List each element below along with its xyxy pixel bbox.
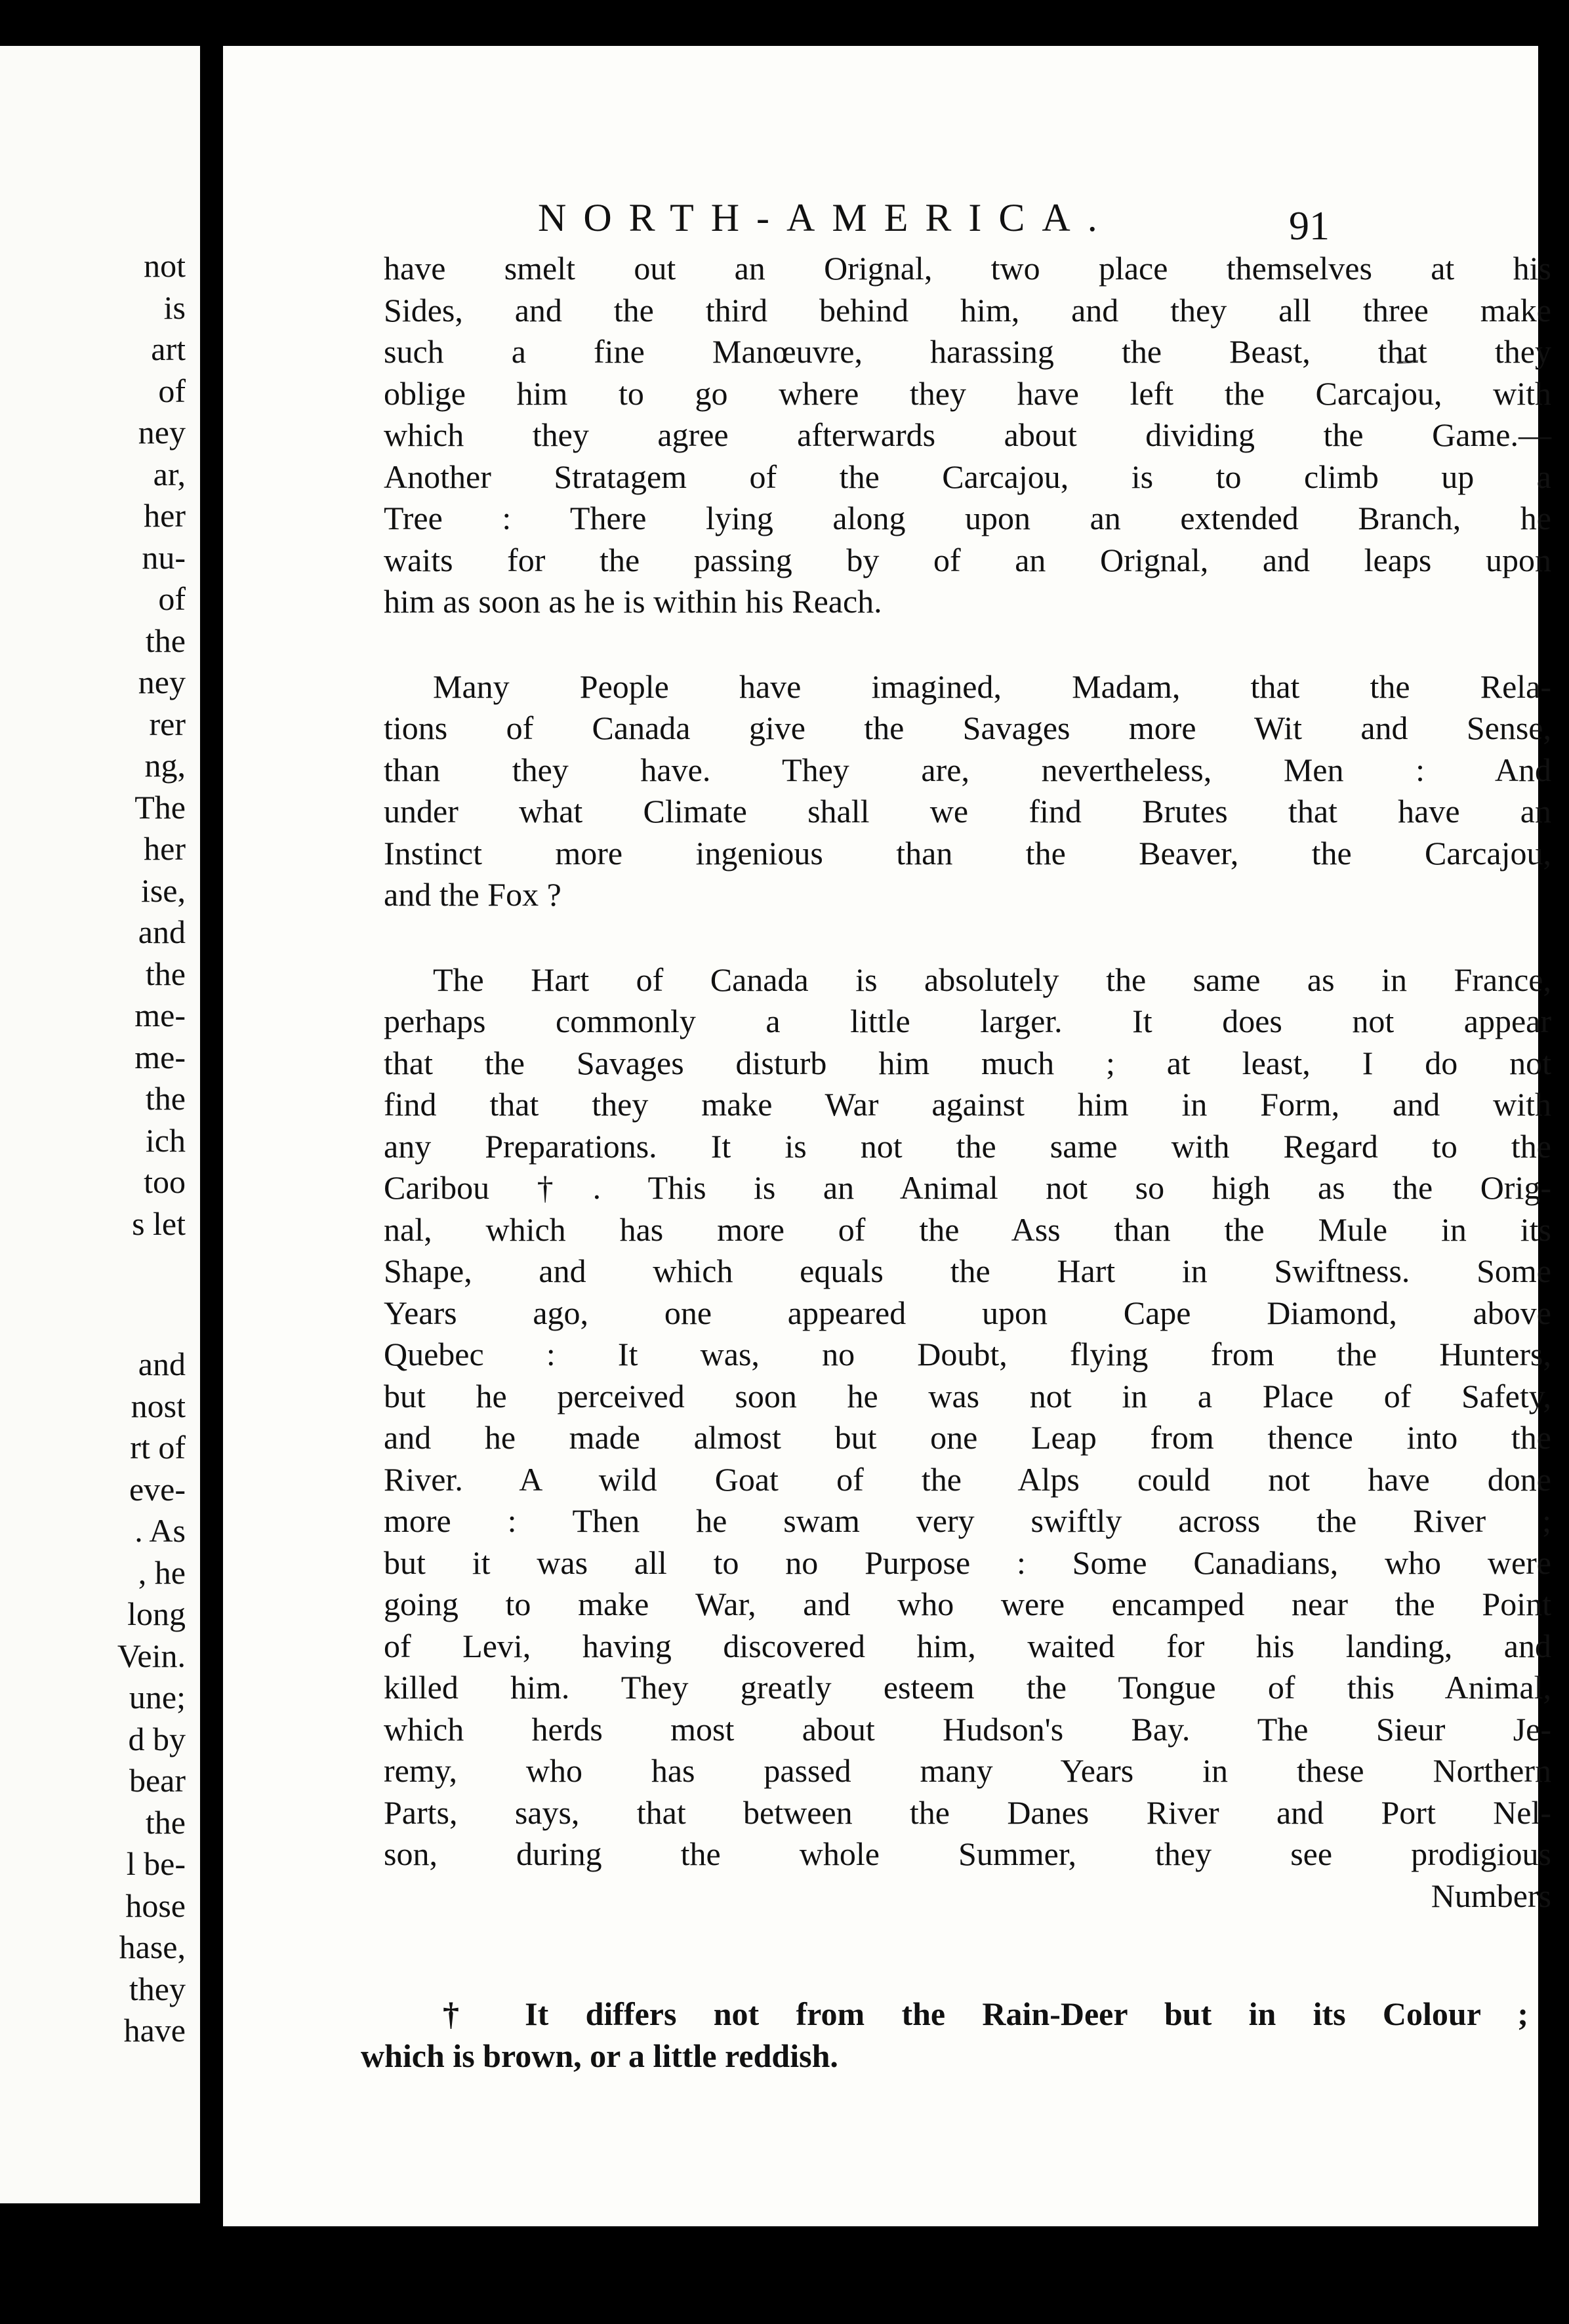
facing-page-fragment: long xyxy=(127,1595,186,1632)
text-line: him as soon as he is within his Reach. xyxy=(384,583,882,620)
facing-page-fragment: the xyxy=(145,955,186,992)
text-line: River. A wild Goat of the Alps could not have done xyxy=(384,1460,1551,1498)
text-line: remy, who has passed many Years in these Northern xyxy=(384,1752,1551,1789)
footnote-line: which is brown, or a little reddish. xyxy=(361,2037,838,2074)
book-page xyxy=(223,46,1551,2226)
facing-page-fragment: me- xyxy=(134,1038,186,1075)
text-line: but he perceived soon he was not in a Place of Safety, xyxy=(384,1377,1551,1414)
text-line: oblige him to go where they have left the Carcajou, with xyxy=(384,374,1551,412)
facing-page-fragment: not xyxy=(144,247,186,284)
text-line: waits for the passing by of an Orignal, and leaps upon xyxy=(384,541,1551,578)
facing-page-fragment: of xyxy=(158,580,186,617)
text-line: perhaps commonly a little larger. It does not appear xyxy=(384,1003,1551,1039)
text-line: any Preparations. It is not the same with Regard to the xyxy=(384,1127,1551,1165)
facing-page-fragment: rt of xyxy=(130,1429,186,1466)
paragraph xyxy=(384,959,1551,1917)
text-line: more : Then he swam very swiftly across the River ; xyxy=(384,1502,1551,1539)
text-line: under what Climate shall we find Brutes that have an xyxy=(384,793,1551,830)
facing-page-fragment: nu- xyxy=(142,538,186,576)
text-line: killed him. They greatly esteem the Tongue of this Animal, xyxy=(384,1669,1551,1706)
facing-page-fragment: the xyxy=(145,622,186,659)
facing-page-fragment: , he xyxy=(138,1553,186,1591)
facing-page-fragment: they xyxy=(129,1970,186,2007)
text-line: find that they make War against him in Form, and with xyxy=(384,1086,1551,1123)
text-line: which herds most about Hudson's Bay. The Sieur Je- xyxy=(384,1710,1551,1748)
text-line: going to make War, and who were encamped near the Point xyxy=(384,1586,1551,1622)
facing-page-fragment: art xyxy=(151,331,186,367)
text-line: Another Stratagem of the Carcajou, is to climb up a xyxy=(384,458,1551,495)
facing-page-fragment: too xyxy=(144,1163,186,1200)
footnote xyxy=(361,1993,1528,2077)
facing-page-fragment: is xyxy=(163,289,186,326)
text-line: son, during the whole Summer, they see prodigious xyxy=(384,1835,1551,1872)
facing-page-fragment: of xyxy=(158,372,186,409)
text-line: Caribou †. This is an Animal not so high as the Orig- xyxy=(384,1169,1551,1206)
text-line: and he made almost but one Leap from thence into the xyxy=(384,1419,1551,1456)
facing-page-fragment: the xyxy=(145,1803,186,1841)
text-line: have smelt out an Orignal, two place themselves at his xyxy=(384,250,1551,287)
facing-page-fragment: d by xyxy=(128,1720,186,1757)
text-line: Shape, and which equals the Hart in Swiftness. Some xyxy=(384,1252,1551,1289)
text-line: The Hart of Canada is absolutely the same as in France, xyxy=(433,961,1551,998)
facing-page-fragment: Vein. xyxy=(117,1637,186,1674)
facing-page-fragment: une; xyxy=(129,1679,186,1715)
facing-page-fragment: . As xyxy=(134,1512,186,1549)
footnote-line: † It differs not from the Rain-Deer but in its Colour ; xyxy=(443,1995,1528,2032)
page-number: 91 xyxy=(1289,204,1330,249)
facing-page-fragment: and xyxy=(138,1346,186,1382)
facing-page-fragment: me- xyxy=(134,997,186,1033)
facing-page-fragment: s let xyxy=(132,1205,186,1242)
text-line: and the Fox ? xyxy=(384,876,561,913)
facing-page-fragment: The xyxy=(134,788,186,826)
facing-page-fragment: ng, xyxy=(144,747,186,784)
facing-page-edge xyxy=(0,46,200,2203)
running-head: NORTH-AMERICA. xyxy=(538,196,1114,239)
body-text xyxy=(384,248,1551,1917)
text-line: Tree : There lying along upon an extended Branch, he xyxy=(384,500,1551,536)
text-line: tions of Canada give the Savages more Wit and Sense, xyxy=(384,710,1551,746)
facing-page-fragment: hose xyxy=(125,1887,186,1924)
text-line: Parts, says, that between the Danes River and Port Nel- xyxy=(384,1793,1551,1831)
facing-page-fragment: her xyxy=(144,830,186,867)
text-line: Many People have imagined, Madam, that the Rela- xyxy=(433,668,1551,705)
facing-page-fragment: l be- xyxy=(126,1845,186,1882)
facing-page-fragment: ar, xyxy=(153,455,186,492)
text-line: Sides, and the third behind him, and they all three make xyxy=(384,291,1551,329)
paragraph xyxy=(384,248,1551,623)
text-line: than they have. They are, nevertheless, Men : And xyxy=(384,751,1551,788)
text-line: of Levi, having discovered him, waited for his landing, and xyxy=(384,1627,1551,1664)
facing-page-fragment: eve- xyxy=(129,1470,186,1508)
catchword: Numbers xyxy=(1431,1877,1551,1914)
text-line: nal, which has more of the Ass than the Mule in its xyxy=(384,1211,1551,1248)
text-line: such a fine Manœuvre, harassing the Beast, that they xyxy=(384,333,1551,370)
text-line: but it was all to no Purpose : Some Canadians, who were xyxy=(384,1544,1551,1581)
facing-page-fragment: have xyxy=(123,2012,186,2049)
text-line: Instinct more ingenious than the Beaver, the Carcajou, xyxy=(384,834,1551,872)
facing-page-fragment: rer xyxy=(149,705,186,742)
facing-page-fragment: hase, xyxy=(119,1929,186,1965)
text-line: Quebec : It was, no Doubt, flying from the Hunters, xyxy=(384,1336,1551,1372)
text-line: Years ago, one appeared upon Cape Diamond, above xyxy=(384,1294,1551,1331)
paragraph xyxy=(384,666,1551,916)
facing-page-fragment: her xyxy=(144,497,186,534)
facing-page-fragment: ich xyxy=(145,1121,186,1159)
facing-page-fragment: nost xyxy=(131,1387,186,1424)
facing-page-fragment: ise, xyxy=(140,872,186,909)
facing-page-fragment: and xyxy=(138,913,186,950)
text-line: that the Savages disturb him much ; at least, I do not xyxy=(384,1044,1551,1081)
text-line: which they agree afterwards about dividing the Game.— xyxy=(384,416,1551,453)
facing-page-fragment: ney xyxy=(138,664,186,700)
facing-page-fragment: bear xyxy=(129,1762,186,1799)
facing-page-fragment: ney xyxy=(138,414,186,451)
facing-page-fragment: the xyxy=(145,1080,186,1117)
